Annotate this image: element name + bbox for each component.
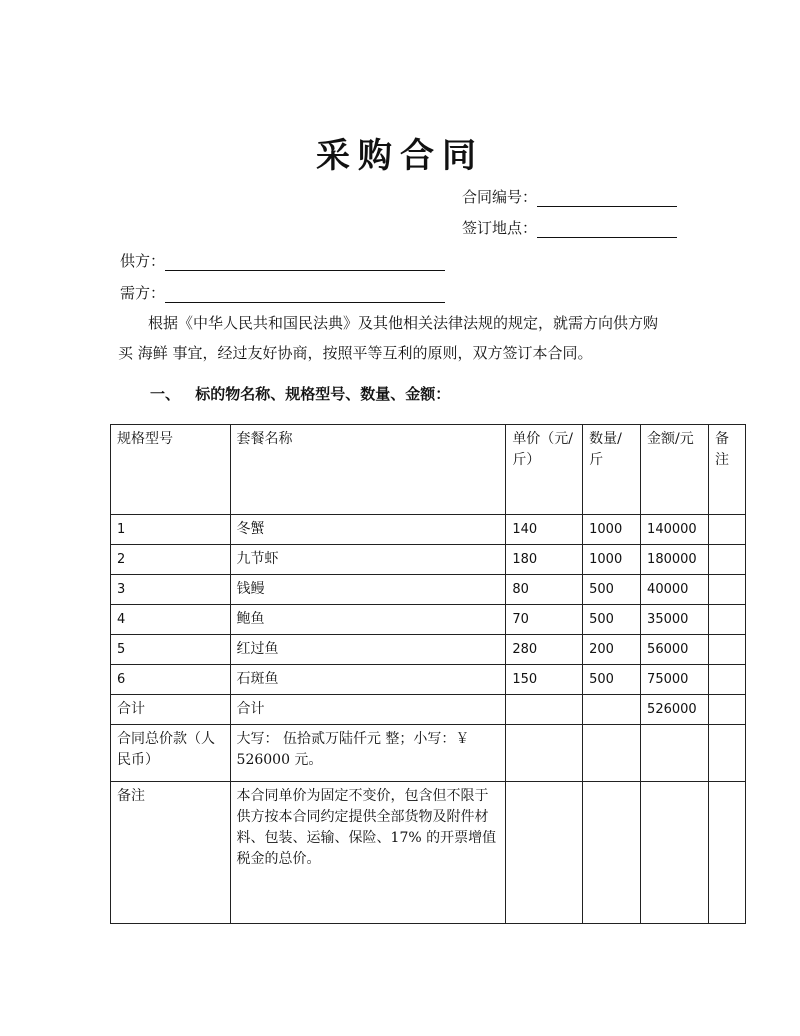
total-qty	[583, 695, 641, 725]
row-amount: 180000	[641, 545, 709, 575]
row-remark	[709, 515, 746, 545]
total-spec: 合计	[111, 695, 231, 725]
total-price	[506, 695, 583, 725]
row-qty: 1000	[583, 515, 641, 545]
row-spec: 2	[111, 545, 231, 575]
buyer-label: 需方：	[120, 284, 166, 302]
contract-number-blank	[537, 190, 677, 207]
row-amount: 40000	[641, 575, 709, 605]
row-price: 80	[506, 575, 583, 605]
row-name: 石斑鱼	[230, 665, 506, 695]
section-heading	[150, 383, 450, 404]
contract-total-value: 大写： 伍拾贰万陆仟元 整；小写：￥ 526000 元。	[230, 725, 506, 782]
contract-number-label: 合同编号：	[462, 188, 538, 206]
remark-empty	[583, 782, 641, 924]
row-qty: 500	[583, 575, 641, 605]
row-remark	[709, 575, 746, 605]
row-spec: 6	[111, 665, 231, 695]
buyer-line	[120, 282, 445, 303]
remark-empty	[506, 782, 583, 924]
remark-value: 本合同单价为固定不变价，包含但不限于供方按本合同约定提供全部货物及附件材料、包装、运输、保险、17% 的开票增值税金的总价。	[230, 782, 506, 924]
table-row	[111, 635, 746, 665]
table-row	[111, 545, 746, 575]
contract-number-line	[462, 186, 677, 207]
row-price: 140	[506, 515, 583, 545]
row-price: 280	[506, 635, 583, 665]
row-price: 180	[506, 545, 583, 575]
header-name: 套餐名称	[230, 425, 506, 515]
contract-total-empty	[641, 725, 709, 782]
contract-title: 采购合同	[316, 136, 484, 176]
remark-empty	[641, 782, 709, 924]
supplier-line	[120, 250, 445, 271]
row-amount: 75000	[641, 665, 709, 695]
row-amount: 56000	[641, 635, 709, 665]
remark-label: 备注	[111, 782, 231, 924]
row-remark	[709, 665, 746, 695]
intro-line-1: 根据《中华人民共和国民法典》及其他相关法律法规的规定，就需方向供方购	[148, 314, 659, 332]
row-amount: 35000	[641, 605, 709, 635]
row-remark	[709, 635, 746, 665]
table-row	[111, 665, 746, 695]
sign-place-label: 签订地点：	[462, 219, 538, 237]
row-spec: 4	[111, 605, 231, 635]
table-row	[111, 575, 746, 605]
total-name: 合计	[230, 695, 506, 725]
supplier-blank	[165, 254, 445, 271]
total-remark	[709, 695, 746, 725]
contract-total-label: 合同总价款（人民币）	[111, 725, 231, 782]
row-name: 冬蟹	[230, 515, 506, 545]
buyer-blank	[165, 286, 445, 303]
row-qty: 200	[583, 635, 641, 665]
contract-total-empty	[506, 725, 583, 782]
section-title: 标的物名称、规格型号、数量、金额：	[195, 385, 451, 403]
section-number: 一、	[150, 385, 181, 403]
remark-row	[111, 782, 746, 924]
row-amount: 140000	[641, 515, 709, 545]
row-price: 70	[506, 605, 583, 635]
row-qty: 500	[583, 605, 641, 635]
table-header-row	[111, 425, 746, 515]
sign-place-blank	[537, 221, 677, 238]
intro-paragraph	[120, 308, 690, 368]
total-amount: 526000	[641, 695, 709, 725]
total-row	[111, 695, 746, 725]
header-amount: 金额/元	[641, 425, 709, 515]
row-remark	[709, 605, 746, 635]
row-qty: 1000	[583, 545, 641, 575]
row-name: 红过鱼	[230, 635, 506, 665]
header-unit-price: 单价（元/斤）	[506, 425, 583, 515]
table-row	[111, 515, 746, 545]
row-spec: 1	[111, 515, 231, 545]
row-qty: 500	[583, 665, 641, 695]
row-name: 钱鳗	[230, 575, 506, 605]
table-row	[111, 605, 746, 635]
header-spec: 规格型号	[111, 425, 231, 515]
contract-total-row	[111, 725, 746, 782]
row-spec: 5	[111, 635, 231, 665]
header-qty: 数量/斤	[583, 425, 641, 515]
sign-place-line	[462, 217, 677, 238]
contract-total-empty	[709, 725, 746, 782]
contract-total-empty	[583, 725, 641, 782]
row-remark	[709, 545, 746, 575]
row-name: 鲍鱼	[230, 605, 506, 635]
header-remark: 备注	[709, 425, 746, 515]
row-price: 150	[506, 665, 583, 695]
supplier-label: 供方：	[120, 252, 166, 270]
intro-line-2: 买 海鲜 事宜，经过友好协商，按照平等互利的原则，双方签订本合同。	[118, 344, 593, 362]
remark-empty	[709, 782, 746, 924]
row-name: 九节虾	[230, 545, 506, 575]
items-table	[110, 424, 746, 924]
row-spec: 3	[111, 575, 231, 605]
